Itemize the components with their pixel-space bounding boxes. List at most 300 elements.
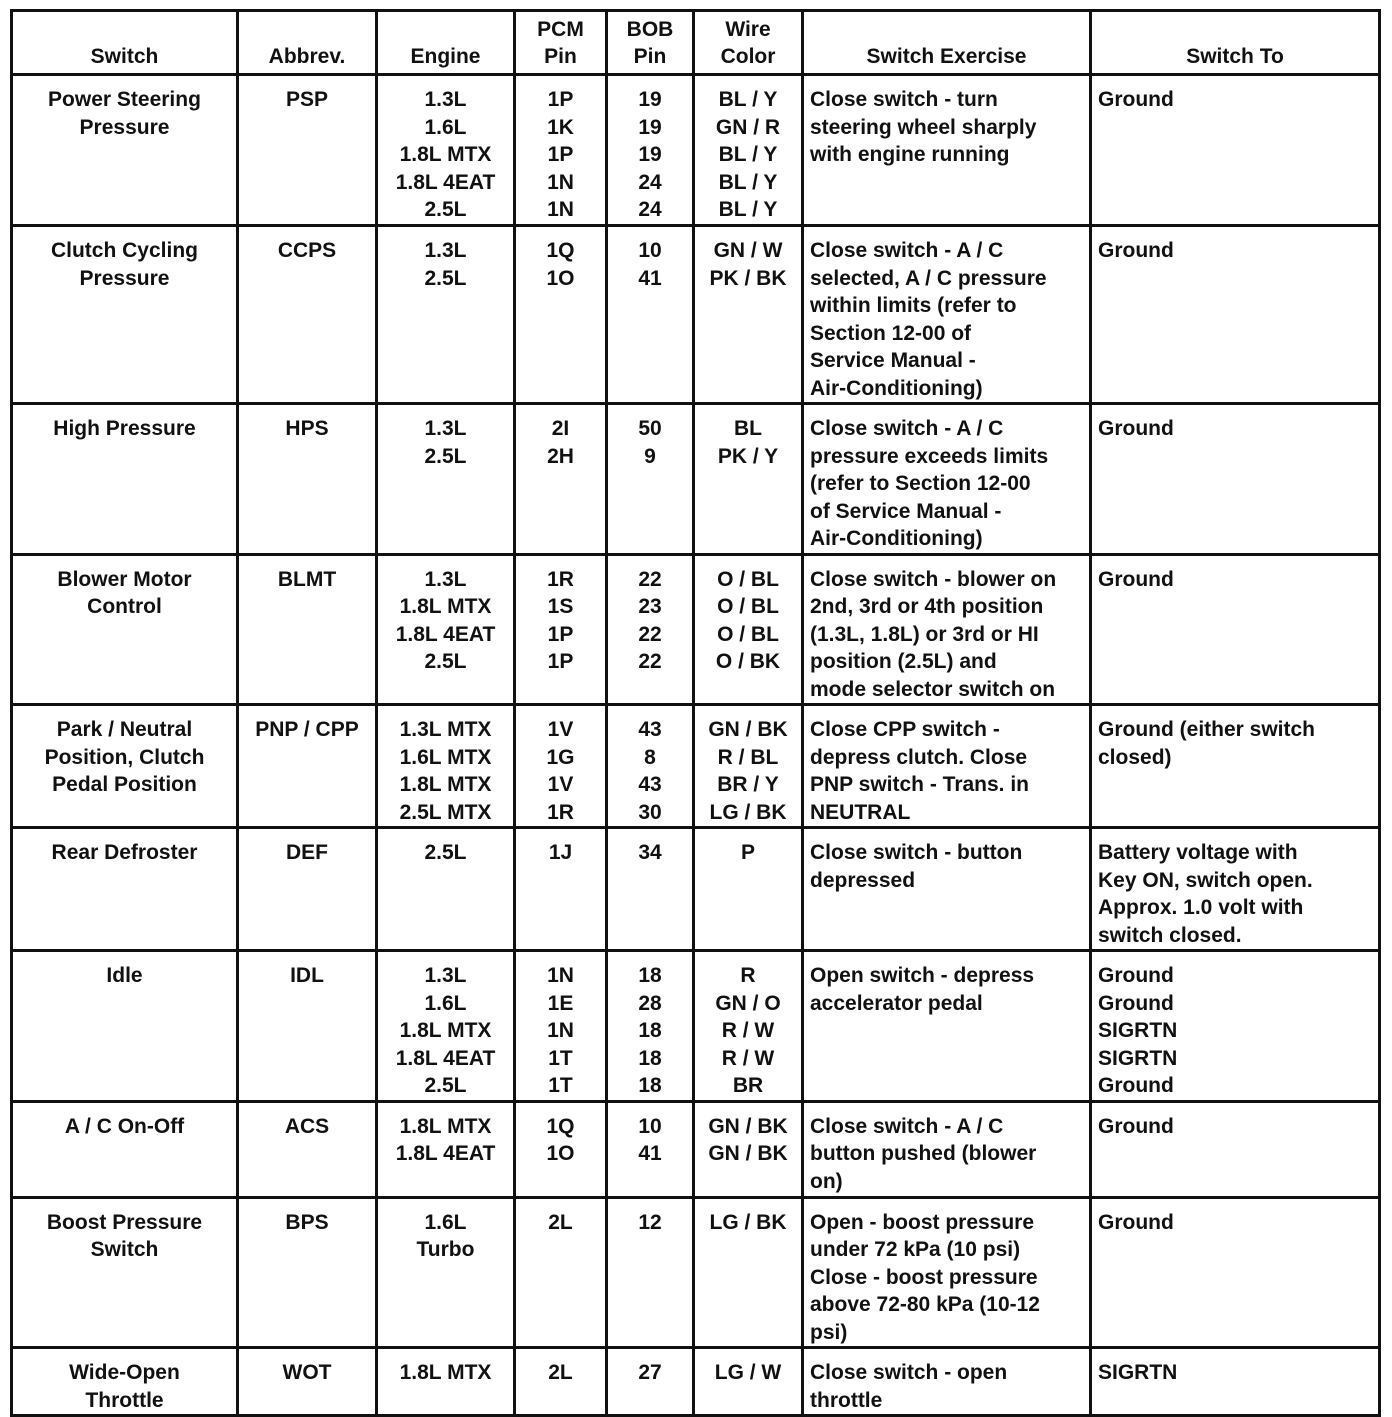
exercise-text: Air-Conditioning) [810,527,983,550]
switch-cell [12,1101,238,1197]
to-cell [1091,1348,1380,1416]
engine-text: 1.8L 4EAT [395,1046,496,1070]
wire-text: BR / Y [717,773,779,796]
engine-text: 1.3L [424,88,467,111]
engine-text: 2.5L [424,198,467,221]
switch-cell [12,1197,238,1348]
abbrev-cell [238,404,377,555]
pcm-cell [515,75,607,226]
engine-cell [377,554,515,705]
exercise-cell [803,1101,1091,1197]
wire-text: BR [732,1074,764,1097]
bob-text: 30 [638,800,662,824]
wire-text: O / BL [717,595,779,618]
wire-text: GN / R [715,115,781,139]
switch-text: Idle [106,964,143,987]
wire-text: GN / BK [708,1142,788,1165]
abbrev-cell [238,1348,377,1416]
engine-cell [377,226,515,404]
to-cell [1091,828,1380,951]
bob-text: 18 [638,1046,662,1070]
bob-text: 41 [638,1142,662,1165]
pcm-text: 1O [546,1142,575,1165]
header-bob [607,11,694,75]
engine-cell [377,705,515,828]
switch-cell [12,951,238,1102]
wire-cell [694,951,803,1102]
pcm-text: 1P [547,622,574,646]
pcm-text: 1T [548,1074,573,1097]
wire-text: LG / W [714,1361,782,1384]
abbrev-cell [238,1197,377,1348]
bob-text: 10 [638,1114,662,1138]
pcm-text: 1Q [546,1114,575,1138]
switch-cell [12,705,238,828]
abbrev-text: DEF [286,841,328,864]
header-switch [12,11,238,75]
header-wire-text: Color [720,45,776,68]
bob-text: 9 [644,444,656,468]
bob-text: 19 [638,88,662,111]
engine-cell [377,1197,515,1348]
exercise-text: 2nd, 3rd or 4th position [810,595,1044,618]
switch-text: Boost Pressure [46,1210,203,1234]
switch-text: High Pressure [53,417,196,440]
exercise-text: Close switch - blower on [810,567,1057,591]
abbrev-text: CCPS [277,239,337,262]
exercise-text: psi) [810,1320,848,1344]
pcm-text: 1E [547,991,574,1015]
exercise-cell [803,404,1091,555]
bob-cell [607,1197,694,1348]
engine-text: 1.8L MTX [399,595,492,618]
engine-text: Turbo [416,1238,475,1261]
exercise-text: (refer to Section 12-00 [810,472,1031,495]
engine-text: 1.6L [424,115,467,139]
engine-text: 1.3L MTX [399,718,492,741]
wire-cell [694,1101,803,1197]
bob-text: 43 [638,773,662,796]
exercise-text: Section 12-00 of [810,321,972,345]
wire-text: R [740,964,756,987]
engine-cell [377,1348,515,1416]
to-text: Ground [1098,239,1174,262]
wire-cell [694,1348,803,1416]
abbrev-cell [238,226,377,404]
bob-text: 24 [638,198,662,221]
engine-cell [377,75,515,226]
abbrev-text: BLMT [277,567,337,591]
bob-text: 10 [638,239,662,262]
engine-text: 1.6L [424,991,467,1015]
pcm-text: 1V [547,718,574,741]
wire-cell [694,554,803,705]
engine-text: 1.6L MTX [399,745,492,769]
to-text: closed) [1098,745,1172,769]
abbrev-text: ACS [284,1114,330,1138]
pcm-cell [515,1197,607,1348]
wire-text: GN / BK [708,1114,788,1138]
exercise-text: depressed [810,868,916,892]
pcm-text: 2L [548,1210,573,1234]
wire-text: R / W [721,1046,775,1070]
abbrev-text: PNP / CPP [255,718,359,741]
header-wire-text: Wire [725,18,771,41]
pcm-text: 1N [547,170,574,194]
exercise-text: Close switch - A / C [810,239,1004,262]
switch-text: Park / Neutral [56,718,193,741]
pcm-text: 1G [546,745,575,769]
engine-text: 1.3L [424,964,467,987]
exercise-text: with engine running [810,143,1010,166]
wire-cell [694,75,803,226]
pcm-text: 1Q [546,239,575,262]
to-text: Battery voltage with [1098,841,1298,864]
pcm-text: 1O [546,266,575,290]
bob-text: 43 [638,718,662,741]
header-wire [694,11,803,75]
exercise-text: on) [810,1169,843,1193]
exercise-text: accelerator pedal [810,991,983,1015]
table-row [12,705,1380,828]
wire-text: O / BL [717,567,779,591]
exercise-text: steering wheel sharply [810,115,1037,139]
bob-cell [607,1348,694,1416]
exercise-text: Close switch - A / C [810,1114,1004,1138]
exercise-text: Close switch - turn [810,88,998,111]
abbrev-text: IDL [290,964,324,987]
exercise-text: Service Manual - [810,349,976,372]
table-row [12,226,1380,404]
switch-cell [12,226,238,404]
to-cell [1091,1101,1380,1197]
table-row [12,1101,1380,1197]
wire-text: LG / BK [709,1210,787,1234]
exercise-cell [803,554,1091,705]
pcm-text: 2L [548,1361,573,1384]
exercise-text: under 72 kPa (10 psi) [810,1238,1021,1261]
header-exercise-text: Switch Exercise [866,45,1027,68]
pcm-text: 1T [548,1046,573,1070]
table-row [12,404,1380,555]
exercise-text: Close switch - button [810,841,1023,864]
wire-text: BL / Y [718,143,778,166]
bob-cell [607,404,694,555]
header-pcm-text: PCM [537,18,584,41]
to-cell [1091,1197,1380,1348]
to-cell [1091,75,1380,226]
table-row [12,75,1380,226]
switch-text: Rear Defroster [51,841,198,864]
header-abbrev-text: Abbrev. [268,45,346,68]
switch-reference-table [10,9,1381,1417]
bob-cell [607,554,694,705]
pcm-cell [515,226,607,404]
exercise-text: depress clutch. Close [810,745,1028,769]
pcm-cell [515,554,607,705]
pcm-text: 2H [547,444,574,468]
abbrev-cell [238,1101,377,1197]
switch-cell [12,554,238,705]
exercise-text: pressure exceeds limits [810,444,1049,468]
engine-text: 2.5L [424,444,467,468]
exercise-text: of Service Manual - [810,499,1002,523]
bob-cell [607,75,694,226]
exercise-text: Close - boost pressure [810,1265,1038,1289]
exercise-text: mode selector switch on [810,677,1056,701]
engine-text: 1.8L MTX [399,1361,492,1384]
bob-text: 23 [638,595,662,618]
table-row [12,828,1380,951]
engine-text: 1.8L 4EAT [395,1142,496,1165]
abbrev-cell [238,554,377,705]
engine-text: 1.3L [424,567,467,591]
switch-cell [12,404,238,555]
wire-text: P [740,841,755,864]
to-text: Key ON, switch open. [1098,868,1313,892]
exercise-cell [803,705,1091,828]
to-text: switch closed. [1098,923,1242,947]
to-text: Ground (either switch [1098,718,1316,741]
bob-text: 18 [638,1074,662,1097]
switch-cell [12,75,238,226]
abbrev-text: HPS [285,417,329,440]
exercise-text: Close CPP switch - [810,718,1000,741]
table-row [12,1348,1380,1416]
table-row [12,951,1380,1102]
bob-text: 18 [638,964,662,987]
exercise-text: PNP switch - Trans. in [810,773,1030,796]
engine-text: 1.8L 4EAT [395,622,496,646]
pcm-text: 1R [547,567,574,591]
exercise-text: within limits (refer to [810,294,1017,317]
to-text: Ground [1098,88,1174,111]
wire-text: LG / BK [709,800,787,824]
table-row [12,554,1380,705]
wire-cell [694,1197,803,1348]
bob-cell [607,705,694,828]
to-cell [1091,705,1380,828]
engine-cell [377,1101,515,1197]
wire-text: PK / Y [717,444,779,468]
bob-text: 41 [638,266,662,290]
wire-text: BL / Y [718,198,778,221]
to-text: SIGRTN [1098,1019,1178,1042]
pcm-text: 1P [547,88,574,111]
bob-text: 27 [638,1361,662,1384]
pcm-text: 1N [547,198,574,221]
engine-text: 1.6L [424,1210,467,1234]
to-text: Approx. 1.0 volt with [1098,896,1304,919]
exercise-text: (1.3L, 1.8L) or 3rd or HI [810,622,1039,646]
exercise-text: position (2.5L) and [810,650,997,673]
wire-cell [694,404,803,555]
exercise-text: selected, A / C pressure [810,266,1047,290]
wire-text: BL [734,417,762,440]
abbrev-text: PSP [285,88,329,111]
wire-text: R / BL [717,745,779,769]
exercise-text: Close switch - open [810,1361,1008,1384]
pcm-cell [515,1101,607,1197]
pcm-text: 1V [547,773,574,796]
to-cell [1091,226,1380,404]
abbrev-cell [238,705,377,828]
engine-text: 1.3L [424,239,467,262]
bob-text: 22 [638,567,662,591]
exercise-cell [803,828,1091,951]
to-text: SIGRTN [1098,1361,1178,1384]
wire-text: GN / BK [708,718,788,741]
to-text: Ground [1098,417,1174,440]
engine-cell [377,404,515,555]
bob-text: 28 [638,991,662,1015]
exercise-cell [803,951,1091,1102]
bob-cell [607,951,694,1102]
pcm-cell [515,404,607,555]
to-cell [1091,554,1380,705]
wire-text: BL / Y [718,88,778,111]
switch-text: Position, Clutch [44,745,205,769]
bob-text: 50 [638,417,662,440]
to-text: Ground [1098,1210,1174,1234]
wire-text: GN / W [713,239,783,262]
switch-text: Switch [90,1238,159,1261]
header-exercise [803,11,1091,75]
header-bob-text: Pin [633,45,667,68]
bob-cell [607,828,694,951]
header-bob-text: BOB [626,18,674,41]
pcm-text: 1N [547,1019,574,1042]
exercise-text: Air-Conditioning) [810,376,983,400]
switch-text: Pressure [79,115,170,139]
header-pcm-text: Pin [544,45,577,68]
exercise-text: throttle [810,1388,883,1412]
switch-text: Wide-Open [69,1361,180,1384]
engine-text: 2.5L [424,266,467,290]
switch-text: Power Steering [48,88,201,111]
header-to [1091,11,1380,75]
bob-cell [607,226,694,404]
engine-text: 1.8L MTX [399,773,492,796]
pcm-text: 1P [547,143,574,166]
pcm-text: 1P [547,650,574,673]
wire-text: GN / O [715,991,781,1015]
table-row [12,1197,1380,1348]
pcm-text: 1J [548,841,573,864]
engine-text: 2.5L MTX [399,800,492,824]
switch-text: Control [87,595,162,618]
header-engine [377,11,515,75]
header-switch-text: Switch [90,45,159,68]
exercise-text: above 72-80 kPa (10-12 [810,1293,1040,1316]
wire-text: PK / BK [709,266,787,290]
switch-text: Throttle [85,1388,164,1412]
to-text: Ground [1098,1074,1174,1097]
to-text: SIGRTN [1098,1046,1178,1070]
exercise-text: Open switch - depress [810,964,1035,987]
engine-text: 1.8L 4EAT [395,170,496,194]
abbrev-text: BPS [285,1210,329,1234]
bob-cell [607,1101,694,1197]
engine-cell [377,951,515,1102]
pcm-text: 1N [547,964,574,987]
switch-cell [12,828,238,951]
wire-cell [694,226,803,404]
engine-text: 1.8L MTX [399,1114,492,1138]
bob-text: 34 [638,841,662,864]
pcm-cell [515,1348,607,1416]
engine-text: 2.5L [424,841,467,864]
switch-text: Pedal Position [52,773,197,796]
engine-cell [377,828,515,951]
switch-text: A / C On-Off [64,1114,185,1138]
header-abbrev [238,11,377,75]
engine-text: 1.8L MTX [399,1019,492,1042]
abbrev-cell [238,75,377,226]
wire-cell [694,828,803,951]
to-cell [1091,951,1380,1102]
wire-text: O / BL [717,622,779,646]
bob-text: 12 [638,1210,662,1234]
exercise-cell [803,1348,1091,1416]
pcm-text: 2I [551,417,570,440]
to-text: Ground [1098,964,1174,987]
pcm-cell [515,828,607,951]
switch-text: Blower Motor [57,567,192,591]
exercise-cell [803,75,1091,226]
pcm-cell [515,705,607,828]
header-pcm [515,11,607,75]
header-engine-text: Engine [410,45,481,68]
engine-text: 2.5L [424,1074,467,1097]
bob-text: 19 [638,143,662,166]
to-text: Ground [1098,567,1174,591]
switch-text: Clutch Cycling [50,239,198,262]
to-text: Ground [1098,1114,1174,1138]
pcm-text: 1R [547,800,574,824]
bob-text: 19 [638,115,662,139]
bob-text: 22 [638,622,662,646]
pcm-text: 1K [547,115,574,139]
to-text: Ground [1098,991,1174,1015]
to-cell [1091,404,1380,555]
exercise-text: Open - boost pressure [810,1210,1035,1234]
bob-text: 24 [638,170,662,194]
exercise-cell [803,226,1091,404]
engine-text: 2.5L [424,650,467,673]
pcm-cell [515,951,607,1102]
wire-text: R / W [721,1019,775,1042]
switch-text: Pressure [79,266,170,290]
exercise-cell [803,1197,1091,1348]
wire-cell [694,705,803,828]
switch-cell [12,1348,238,1416]
header-to-text: Switch To [1186,45,1284,68]
abbrev-text: WOT [282,1361,332,1384]
wire-text: BL / Y [718,170,778,194]
exercise-text: Close switch - A / C [810,417,1004,440]
bob-text: 18 [638,1019,662,1042]
exercise-text: button pushed (blower [810,1142,1037,1165]
engine-text: 1.8L MTX [399,143,492,166]
wire-text: O / BK [715,650,781,673]
engine-text: 1.3L [424,417,467,440]
exercise-text: NEUTRAL [810,800,911,824]
bob-text: 8 [644,745,656,769]
header-row [12,11,1380,75]
abbrev-cell [238,951,377,1102]
table-body [12,75,1380,1416]
